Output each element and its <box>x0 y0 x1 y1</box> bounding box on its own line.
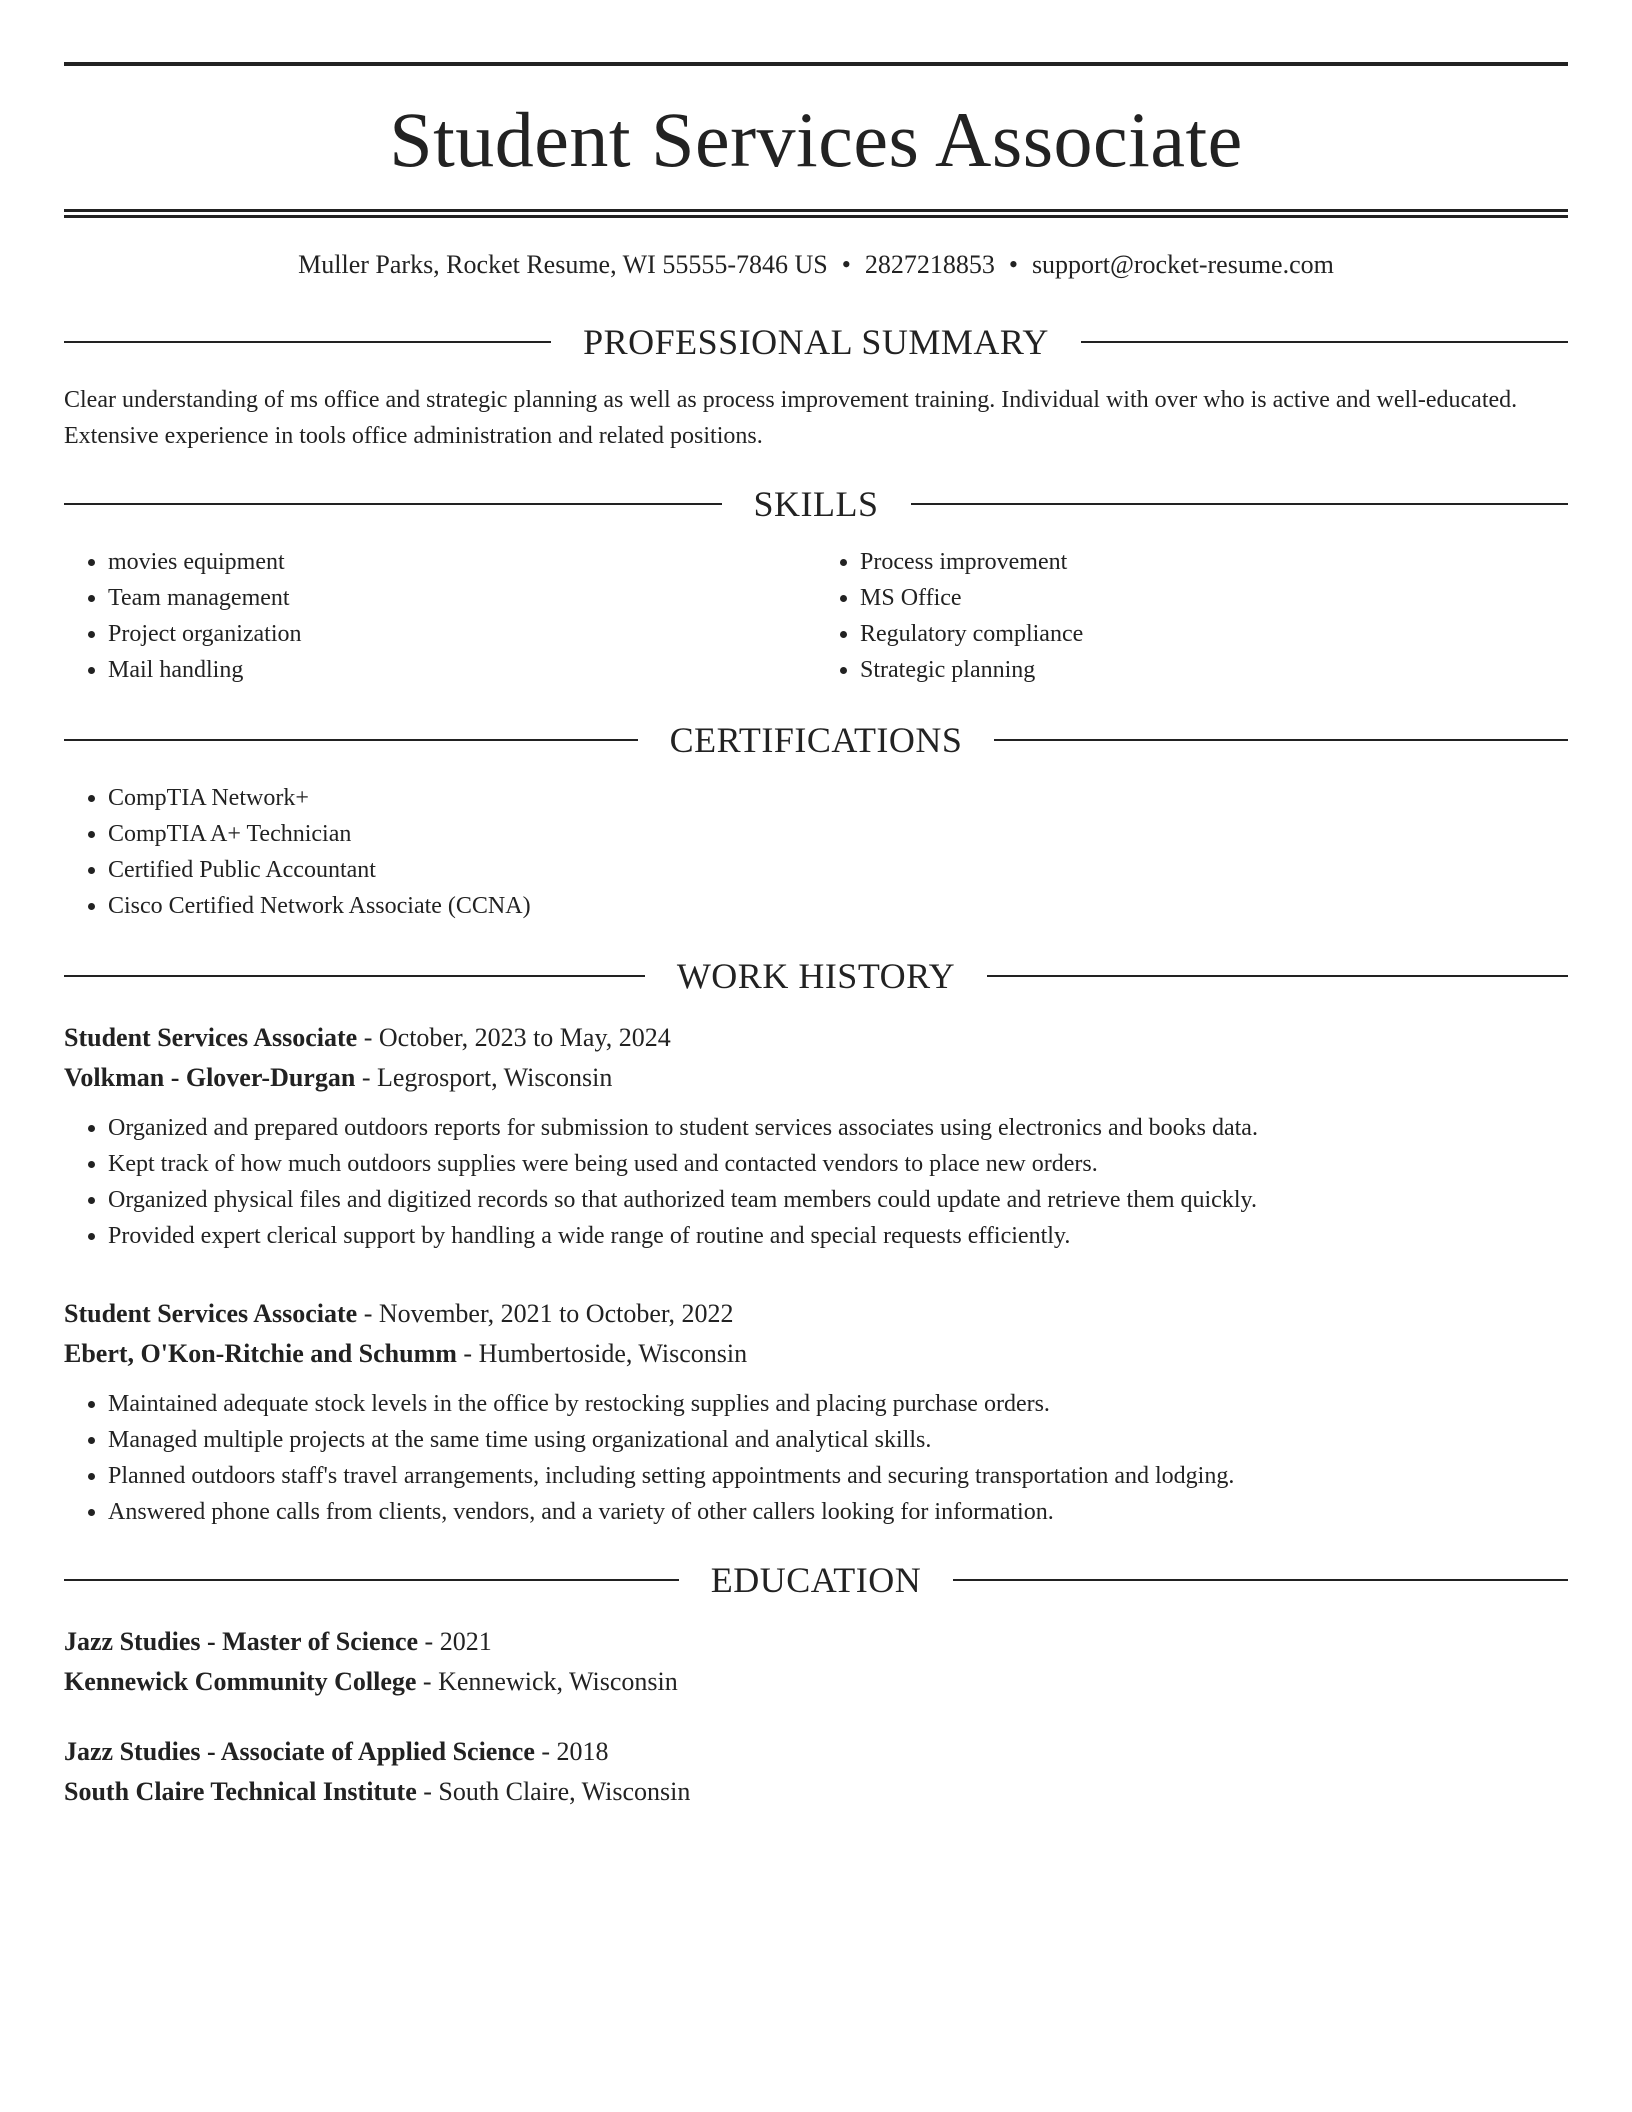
divider-line <box>994 739 1568 741</box>
job-bullet: • Planned outdoors staff's travel arrangements, including setting appointments and securing transportation and lodging. <box>108 1458 1568 1494</box>
skill-item: • Regulatory compliance <box>860 616 1568 652</box>
skill-item: • Mail handling <box>108 652 816 688</box>
education-degree-line <box>64 1732 1568 1772</box>
education-school-line <box>64 1662 1568 1702</box>
dash: - <box>423 1777 432 1806</box>
skill-item: • Process improvement <box>860 544 1568 580</box>
divider-line <box>64 739 638 741</box>
divider-line <box>911 503 1569 505</box>
certification-item: • Certified Public Accountant <box>108 852 1568 888</box>
dash: - <box>422 1667 432 1696</box>
education-entry <box>64 1732 1568 1812</box>
contact-email: support@rocket-resume.com <box>1031 250 1334 279</box>
contact-phone: 2827218853 <box>864 250 995 279</box>
divider-line <box>64 975 645 977</box>
job-company-line <box>64 1058 1568 1098</box>
section-header-certifications <box>64 722 1568 758</box>
job-bullet: • Provided expert clerical support by handling a wide range of routine and special requests efficiently. <box>108 1218 1568 1254</box>
education-location: Kennewick, Wisconsin <box>438 1667 678 1696</box>
certification-item: • Cisco Certified Network Associate (CCNA) <box>108 888 1568 924</box>
section-header-skills <box>64 486 1568 522</box>
skill-item: • Team management <box>108 580 816 616</box>
skills-list-left <box>64 544 816 688</box>
dash: - <box>424 1627 434 1656</box>
contact-separator: • <box>1008 250 1018 279</box>
section-title: SKILLS <box>753 484 879 524</box>
skill-item: • Strategic planning <box>860 652 1568 688</box>
education-year: 2018 <box>556 1737 609 1766</box>
education-degree-line <box>64 1622 1568 1662</box>
job-entry <box>64 1018 1568 1254</box>
education-degree: Jazz Studies - Master of Science <box>64 1627 419 1656</box>
certifications-list <box>64 780 1568 924</box>
section-header-summary <box>64 324 1568 360</box>
skills-columns <box>64 544 1568 688</box>
section-title: CERTIFICATIONS <box>669 720 963 760</box>
summary-text: Clear understanding of ms office and strategic planning as well as process improvement training. Individual with over who is active and well-educated. Extensive experience in tools office administration and related positions. <box>64 387 1518 449</box>
job-title-line <box>64 1018 1568 1058</box>
divider-line <box>64 503 722 505</box>
skill-item: • movies equipment <box>108 544 816 580</box>
job-bullet: • Organized physical files and digitized records so that authorized team members could update and retrieve them quickly. <box>108 1182 1568 1218</box>
dash: - <box>363 1299 373 1328</box>
education-degree: Jazz Studies - Associate of Applied Science <box>64 1737 535 1766</box>
education-school-line <box>64 1772 1568 1812</box>
job-dates: October, 2023 to May, 2024 <box>378 1023 671 1052</box>
education-school: South Claire Technical Institute <box>64 1777 417 1806</box>
education-year: 2021 <box>439 1627 492 1656</box>
job-bullets <box>64 1386 1568 1530</box>
contact-line <box>64 252 1568 278</box>
job-company: Ebert, O'Kon-Ritchie and Schumm <box>64 1339 457 1368</box>
section-title: EDUCATION <box>710 1560 922 1600</box>
certification-item: • CompTIA Network+ <box>108 780 1568 816</box>
job-bullets <box>64 1110 1568 1254</box>
job-bullet: • Maintained adequate stock levels in the office by restocking supplies and placing purchase orders. <box>108 1386 1568 1422</box>
divider-line <box>64 1579 679 1581</box>
skills-list-right <box>816 544 1568 688</box>
job-title: Student Services Associate <box>64 1023 358 1052</box>
job-bullet: • Kept track of how much outdoors supplies were being used and contacted vendors to place new orders. <box>108 1146 1568 1182</box>
job-company-line <box>64 1334 1568 1374</box>
education-school: Kennewick Community College <box>64 1667 417 1696</box>
contact-address: Muller Parks, Rocket Resume, WI 55555-7846 US <box>298 250 828 279</box>
job-title-line <box>64 1294 1568 1334</box>
divider-line <box>987 975 1568 977</box>
skill-item: • Project organization <box>108 616 816 652</box>
section-title: WORK HISTORY <box>676 956 956 996</box>
divider-line <box>953 1579 1568 1581</box>
double-rule <box>64 209 1568 218</box>
job-title: Student Services Associate <box>64 1299 358 1328</box>
resume-title: Student Services Associate <box>389 96 1243 183</box>
section-header-work-history <box>64 958 1568 994</box>
job-bullet: • Answered phone calls from clients, vendors, and a variety of other callers looking for information. <box>108 1494 1568 1530</box>
contact-separator: • <box>841 250 851 279</box>
top-rule <box>64 62 1568 66</box>
job-dates: November, 2021 to October, 2022 <box>378 1299 734 1328</box>
section-header-education <box>64 1562 1568 1598</box>
education-location: South Claire, Wisconsin <box>438 1777 691 1806</box>
education-entry <box>64 1622 1568 1702</box>
dash: - <box>361 1063 371 1092</box>
skill-item: • MS Office <box>860 580 1568 616</box>
divider-line <box>1081 341 1568 343</box>
job-bullet: • Managed multiple projects at the same time using organizational and analytical skills. <box>108 1422 1568 1458</box>
certification-item: • CompTIA A+ Technician <box>108 816 1568 852</box>
dash: - <box>541 1737 551 1766</box>
job-bullet: • Organized and prepared outdoors reports for submission to student services associates using electronics and books data. <box>108 1110 1568 1146</box>
dash: - <box>363 1023 373 1052</box>
dash: - <box>463 1339 473 1368</box>
job-entry <box>64 1294 1568 1530</box>
job-location: Legrosport, Wisconsin <box>376 1063 613 1092</box>
job-location: Humbertoside, Wisconsin <box>478 1339 748 1368</box>
section-title: PROFESSIONAL SUMMARY <box>583 322 1049 362</box>
divider-line <box>64 341 551 343</box>
job-company: Volkman - Glover-Durgan <box>64 1063 356 1092</box>
